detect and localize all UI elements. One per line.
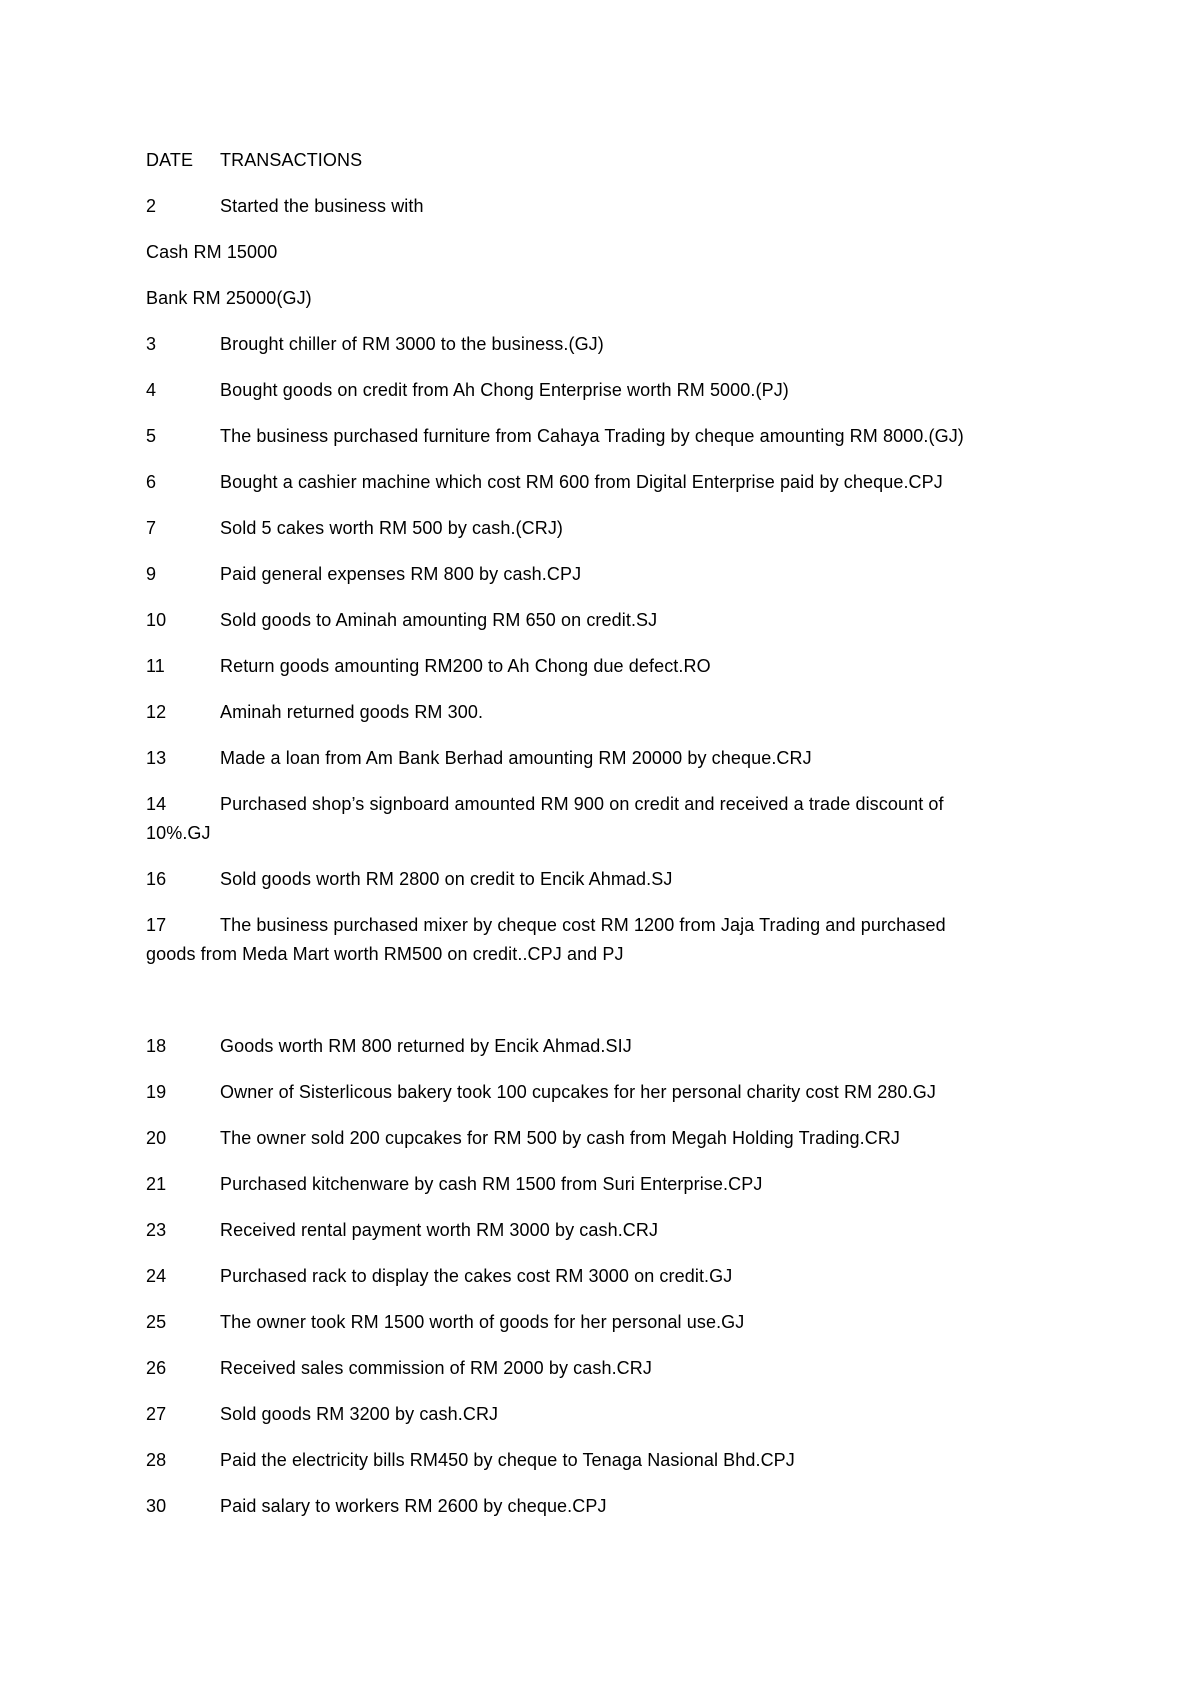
transaction-row: [146, 1353, 1046, 1383]
transaction-row: [146, 329, 1046, 359]
transaction-row: [146, 864, 1046, 894]
transaction-text: Purchased rack to display the cakes cost RM 3000 on credit.GJ: [220, 1266, 733, 1286]
transaction-text: Paid general expenses RM 800 by cash.CPJ: [220, 564, 582, 584]
transaction-date: 12: [146, 702, 167, 722]
transaction-row: [146, 651, 1046, 681]
transaction-row: [146, 605, 1046, 635]
transaction-date: 17: [146, 915, 167, 935]
transaction-date: 19: [146, 1082, 167, 1102]
date-header: DATE: [146, 150, 194, 170]
opening-bank: Bank RM 25000(GJ): [146, 288, 312, 308]
transaction-date: 24: [146, 1266, 167, 1286]
transaction-row: [146, 743, 1046, 773]
transaction-row: [146, 513, 1046, 543]
transaction-row: [146, 375, 1046, 405]
transaction-text: Sold goods RM 3200 by cash.CRJ: [220, 1404, 499, 1424]
transaction-row: [146, 421, 1046, 451]
transaction-row: [146, 1307, 1046, 1337]
transaction-date: 28: [146, 1450, 167, 1470]
transaction-text: Brought chiller of RM 3000 to the business.(GJ): [220, 334, 604, 354]
transaction-row: [146, 1261, 1046, 1291]
transaction-date: 26: [146, 1358, 167, 1378]
transaction-date: 21: [146, 1174, 167, 1194]
transaction-row: [146, 697, 1046, 727]
transaction-text: Received rental payment worth RM 3000 by cash.CRJ: [220, 1220, 659, 1240]
transaction-text: Bought goods on credit from Ah Chong Enterprise worth RM 5000.(PJ): [220, 380, 789, 400]
transaction-date: 25: [146, 1312, 167, 1332]
transaction-text: Goods worth RM 800 returned by Encik Ahmad.SIJ: [220, 1036, 632, 1056]
transaction-row: [146, 1215, 1046, 1245]
transaction-text: Sold 5 cakes worth RM 500 by cash.(CRJ): [220, 518, 564, 538]
transaction-date: 23: [146, 1220, 167, 1240]
transaction-row: [146, 1445, 1046, 1475]
transaction-text: The business purchased mixer by cheque cost RM 1200 from Jaja Trading and purchased: [220, 915, 946, 935]
transaction-date: 14: [146, 794, 167, 814]
transaction-date: 10: [146, 610, 167, 630]
transaction-date: 16: [146, 869, 167, 889]
transaction-text: Return goods amounting RM200 to Ah Chong due defect.RO: [220, 656, 711, 676]
transaction-date: 2: [146, 196, 157, 216]
transaction-date: 5: [146, 426, 157, 446]
transaction-row: [146, 191, 1046, 221]
transactions-header: TRANSACTIONS: [220, 150, 363, 170]
transaction-text: The owner sold 200 cupcakes for RM 500 by cash from Megah Holding Trading.CRJ: [220, 1128, 901, 1148]
transaction-date: 4: [146, 380, 157, 400]
transaction-row: [146, 1077, 1046, 1107]
transaction-row: [146, 1031, 1046, 1061]
transaction-row: [146, 559, 1046, 589]
transaction-text: The business purchased furniture from Cahaya Trading by cheque amounting RM 8000.(GJ): [220, 426, 964, 446]
transaction-date: 11: [146, 656, 165, 676]
transaction-continuation: goods from Meda Mart worth RM500 on credit..CPJ and PJ: [146, 944, 624, 964]
transaction-text: Paid the electricity bills RM450 by cheque to Tenaga Nasional Bhd.CPJ: [220, 1450, 795, 1470]
transaction-row: [146, 1399, 1046, 1429]
transaction-text: Started the business with: [220, 196, 424, 216]
transaction-row: [146, 1491, 1046, 1521]
transaction-text: Purchased kitchenware by cash RM 1500 from Suri Enterprise.CPJ: [220, 1174, 763, 1194]
transaction-date: 6: [146, 472, 157, 492]
transaction-row: [146, 1123, 1046, 1153]
transaction-date: 27: [146, 1404, 167, 1424]
transaction-date: 9: [146, 564, 157, 584]
transaction-date: 18: [146, 1036, 167, 1056]
transaction-text: Purchased shop’s signboard amounted RM 900 on credit and received a trade discount of: [220, 794, 944, 814]
transaction-text: Sold goods worth RM 2800 on credit to Encik Ahmad.SJ: [220, 869, 673, 889]
transaction-date: 20: [146, 1128, 167, 1148]
table-header: [146, 145, 1046, 175]
transaction-text: Received sales commission of RM 2000 by cash.CRJ: [220, 1358, 652, 1378]
transaction-text: Aminah returned goods RM 300.: [220, 702, 484, 722]
transaction-text: Owner of Sisterlicous bakery took 100 cupcakes for her personal charity cost RM 280.GJ: [220, 1082, 936, 1102]
transaction-row: [146, 910, 1046, 940]
transaction-text: Made a loan from Am Bank Berhad amounting RM 20000 by cheque.CRJ: [220, 748, 812, 768]
transaction-text: Sold goods to Aminah amounting RM 650 on credit.SJ: [220, 610, 658, 630]
transaction-continuation: 10%.GJ: [146, 823, 211, 843]
transaction-row: [146, 467, 1046, 497]
transaction-text: Paid salary to workers RM 2600 by cheque.CPJ: [220, 1496, 607, 1516]
transaction-row: [146, 1169, 1046, 1199]
transaction-date: 30: [146, 1496, 167, 1516]
transaction-date: 7: [146, 518, 157, 538]
transaction-text: Bought a cashier machine which cost RM 600 from Digital Enterprise paid by cheque.CPJ: [220, 472, 943, 492]
transaction-date: 3: [146, 334, 157, 354]
opening-cash: Cash RM 15000: [146, 242, 278, 262]
transaction-row: [146, 789, 1046, 819]
transaction-text: The owner took RM 1500 worth of goods for her personal use.GJ: [220, 1312, 745, 1332]
transaction-date: 13: [146, 748, 167, 768]
